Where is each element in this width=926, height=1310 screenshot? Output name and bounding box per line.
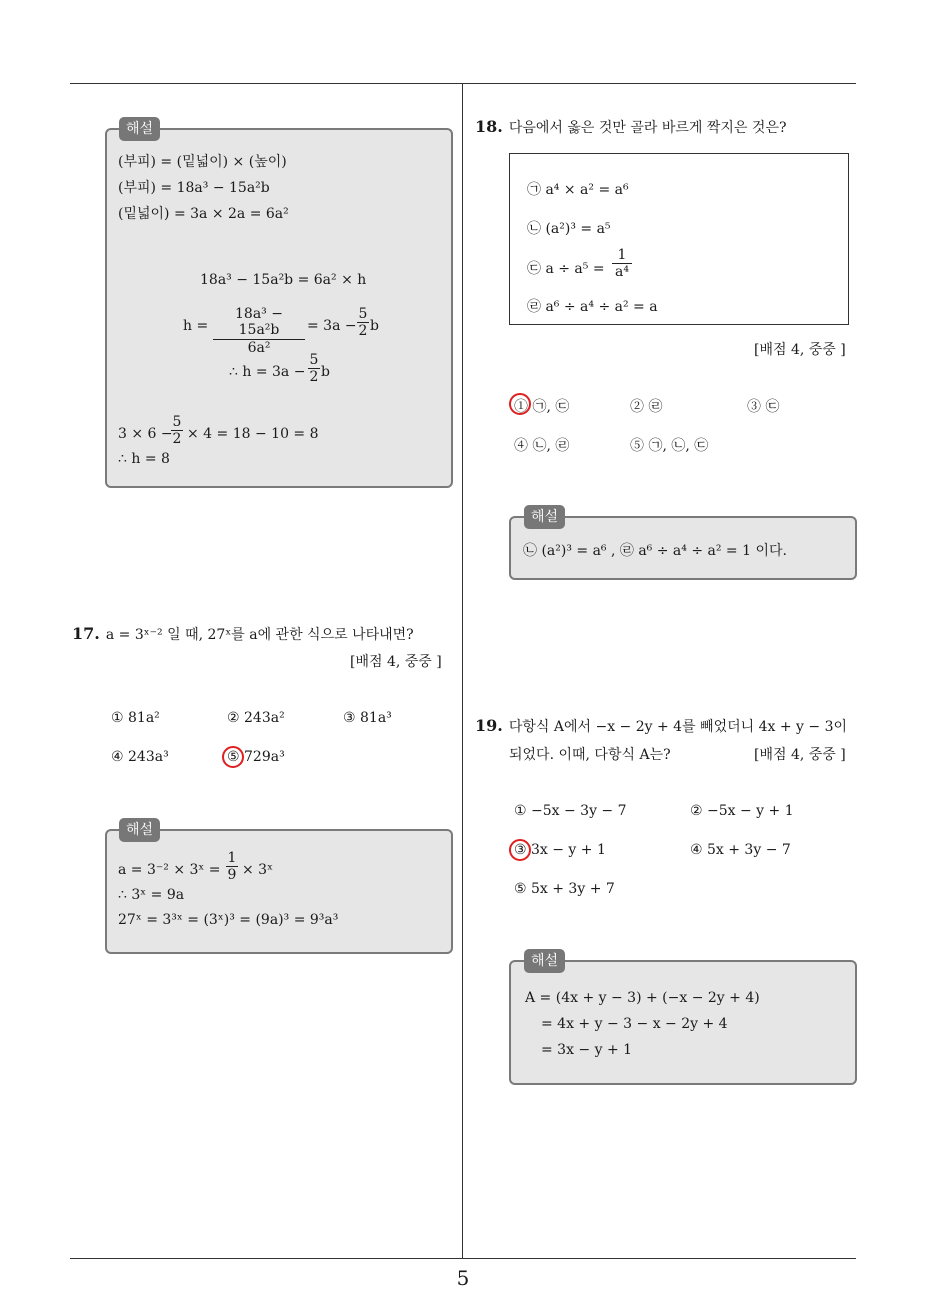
statement-item: ㉠ a⁴ × a² = a⁶: [527, 182, 629, 198]
option-3[interactable]: ③ ㉢: [747, 399, 780, 415]
solution-19-tag: 해설: [524, 949, 565, 973]
option-2[interactable]: ② ㉣: [630, 399, 663, 415]
solution-16-line: (부피) = (밑넓이) × (높이): [118, 154, 287, 170]
page-number: 5: [456, 1266, 470, 1290]
answer-mark-circle: [509, 839, 531, 861]
solution-17-line: ∴ 3ˣ = 9a: [118, 887, 185, 903]
solution-18-line: ㉡ (a²)³ = a⁶ , ㉣ a⁶ ÷ a⁴ ÷ a² = 1 이다.: [523, 543, 787, 559]
solution-16-equation: b: [370, 318, 379, 334]
solution-17-tag: 해설: [119, 818, 160, 842]
solution-16-equation: ∴ h = 3a −: [229, 364, 306, 380]
solution-19-line: = 3x − y + 1: [541, 1042, 633, 1058]
solution-16-equation: 18a³ − 15a²b = 6a² × h: [200, 272, 367, 288]
question-number: 18.: [475, 117, 503, 136]
solution-16-equation: ∴ h = 8: [118, 451, 170, 467]
fraction-numerator: 1: [612, 247, 632, 264]
fraction: [213, 306, 305, 356]
fraction-denominator: 9: [227, 867, 237, 883]
fraction: [226, 850, 238, 883]
option-1[interactable]: ① 81a²: [111, 710, 160, 726]
answer-mark-circle: [509, 393, 531, 415]
solution-16-equation: 3 × 6 −: [118, 426, 173, 442]
solution-16-equation: = 3a −: [307, 318, 357, 334]
fraction-numerator: 5: [358, 306, 368, 322]
bottom-rule: [70, 1258, 856, 1259]
question-number: 17.: [72, 624, 100, 643]
statement-item: ㉢ a ÷ a⁵ =: [527, 261, 605, 277]
question-17-meta: [배점 4, 중중 ]: [350, 654, 442, 670]
question-19-text-line2: 되었다. 이때, 다항식 A는?: [509, 747, 671, 763]
question-17: [72, 624, 414, 644]
option-5[interactable]: ⑤ 729a³: [227, 749, 285, 765]
solution-16-line: (부피) = 18a³ − 15a²b: [118, 180, 270, 196]
option-5[interactable]: ⑤ ㉠, ㉡, ㉢: [630, 438, 709, 454]
solution-17-line: 27ˣ = 3³ˣ = (3ˣ)³ = (9a)³ = 9³a³: [118, 912, 339, 928]
fraction-denominator: 2: [172, 431, 182, 447]
fraction: [171, 414, 183, 447]
solution-16-equation: b: [321, 364, 330, 380]
fraction-numerator: 5: [172, 414, 182, 430]
solution-16-equation: × 4 = 18 − 10 = 8: [187, 426, 319, 442]
solution-17-line: a = 3⁻² × 3ˣ =: [118, 862, 221, 878]
fraction-numerator: 1: [227, 850, 237, 866]
question-19-meta: [배점 4, 중중 ]: [754, 747, 846, 763]
solution-16-tag: 해설: [119, 117, 160, 141]
option-3[interactable]: ③ 81a³: [343, 710, 392, 726]
option-2[interactable]: ② 243a²: [227, 710, 285, 726]
question-text: 다항식 A에서 −x − 2y + 4를 빼었더니 4x + y − 3이: [508, 719, 848, 735]
column-divider: [462, 84, 463, 1258]
statement-item: ㉣ a⁶ ÷ a⁴ ÷ a² = a: [527, 299, 658, 315]
solution-18-tag: 해설: [524, 505, 565, 529]
fraction: [308, 352, 320, 385]
solution-16-equation: h =: [183, 318, 209, 334]
option-4[interactable]: ④ 243a³: [111, 749, 169, 765]
option-5[interactable]: ⑤ 5x + 3y + 7: [514, 881, 615, 897]
option-1[interactable]: ① −5x − 3y − 7: [514, 803, 627, 819]
solution-16-line: (밑넓이) = 3a × 2a = 6a²: [118, 206, 289, 222]
question-text: 다음에서 옳은 것만 골라 바르게 짝지은 것은?: [508, 120, 787, 136]
question-text: a = 3ˣ⁻² 일 때, 27ˣ를 a에 관한 식으로 나타내면?: [105, 627, 414, 643]
top-rule: [70, 83, 856, 84]
fraction-numerator: 18a³ − 15a²b: [213, 306, 305, 340]
option-1[interactable]: ① ㉠, ㉢: [514, 399, 570, 415]
question-18-meta: [배점 4, 중중 ]: [754, 342, 846, 358]
fraction: [612, 247, 632, 280]
option-4[interactable]: ④ 5x + 3y − 7: [690, 842, 791, 858]
question-19: [475, 716, 847, 736]
solution-19-line: = 4x + y − 3 − x − 2y + 4: [541, 1016, 728, 1032]
solution-19-line: A = (4x + y − 3) + (−x − 2y + 4): [525, 990, 760, 1006]
fraction: [357, 306, 369, 339]
statement-item: ㉡ (a²)³ = a⁵: [527, 221, 611, 237]
fraction-denominator: 2: [309, 369, 319, 385]
fraction-numerator: 5: [309, 352, 319, 368]
fraction-denominator: 2: [358, 323, 368, 339]
fraction-denominator: 6a²: [247, 340, 271, 356]
fraction-denominator: a⁴: [615, 264, 629, 280]
question-number: 19.: [475, 716, 503, 735]
option-4[interactable]: ④ ㉡, ㉣: [514, 438, 570, 454]
answer-mark-circle: [222, 746, 244, 768]
solution-17-line: × 3ˣ: [242, 862, 274, 878]
option-3[interactable]: ③ 3x − y + 1: [514, 842, 606, 858]
option-2[interactable]: ② −5x − y + 1: [690, 803, 794, 819]
question-18: [475, 117, 786, 137]
